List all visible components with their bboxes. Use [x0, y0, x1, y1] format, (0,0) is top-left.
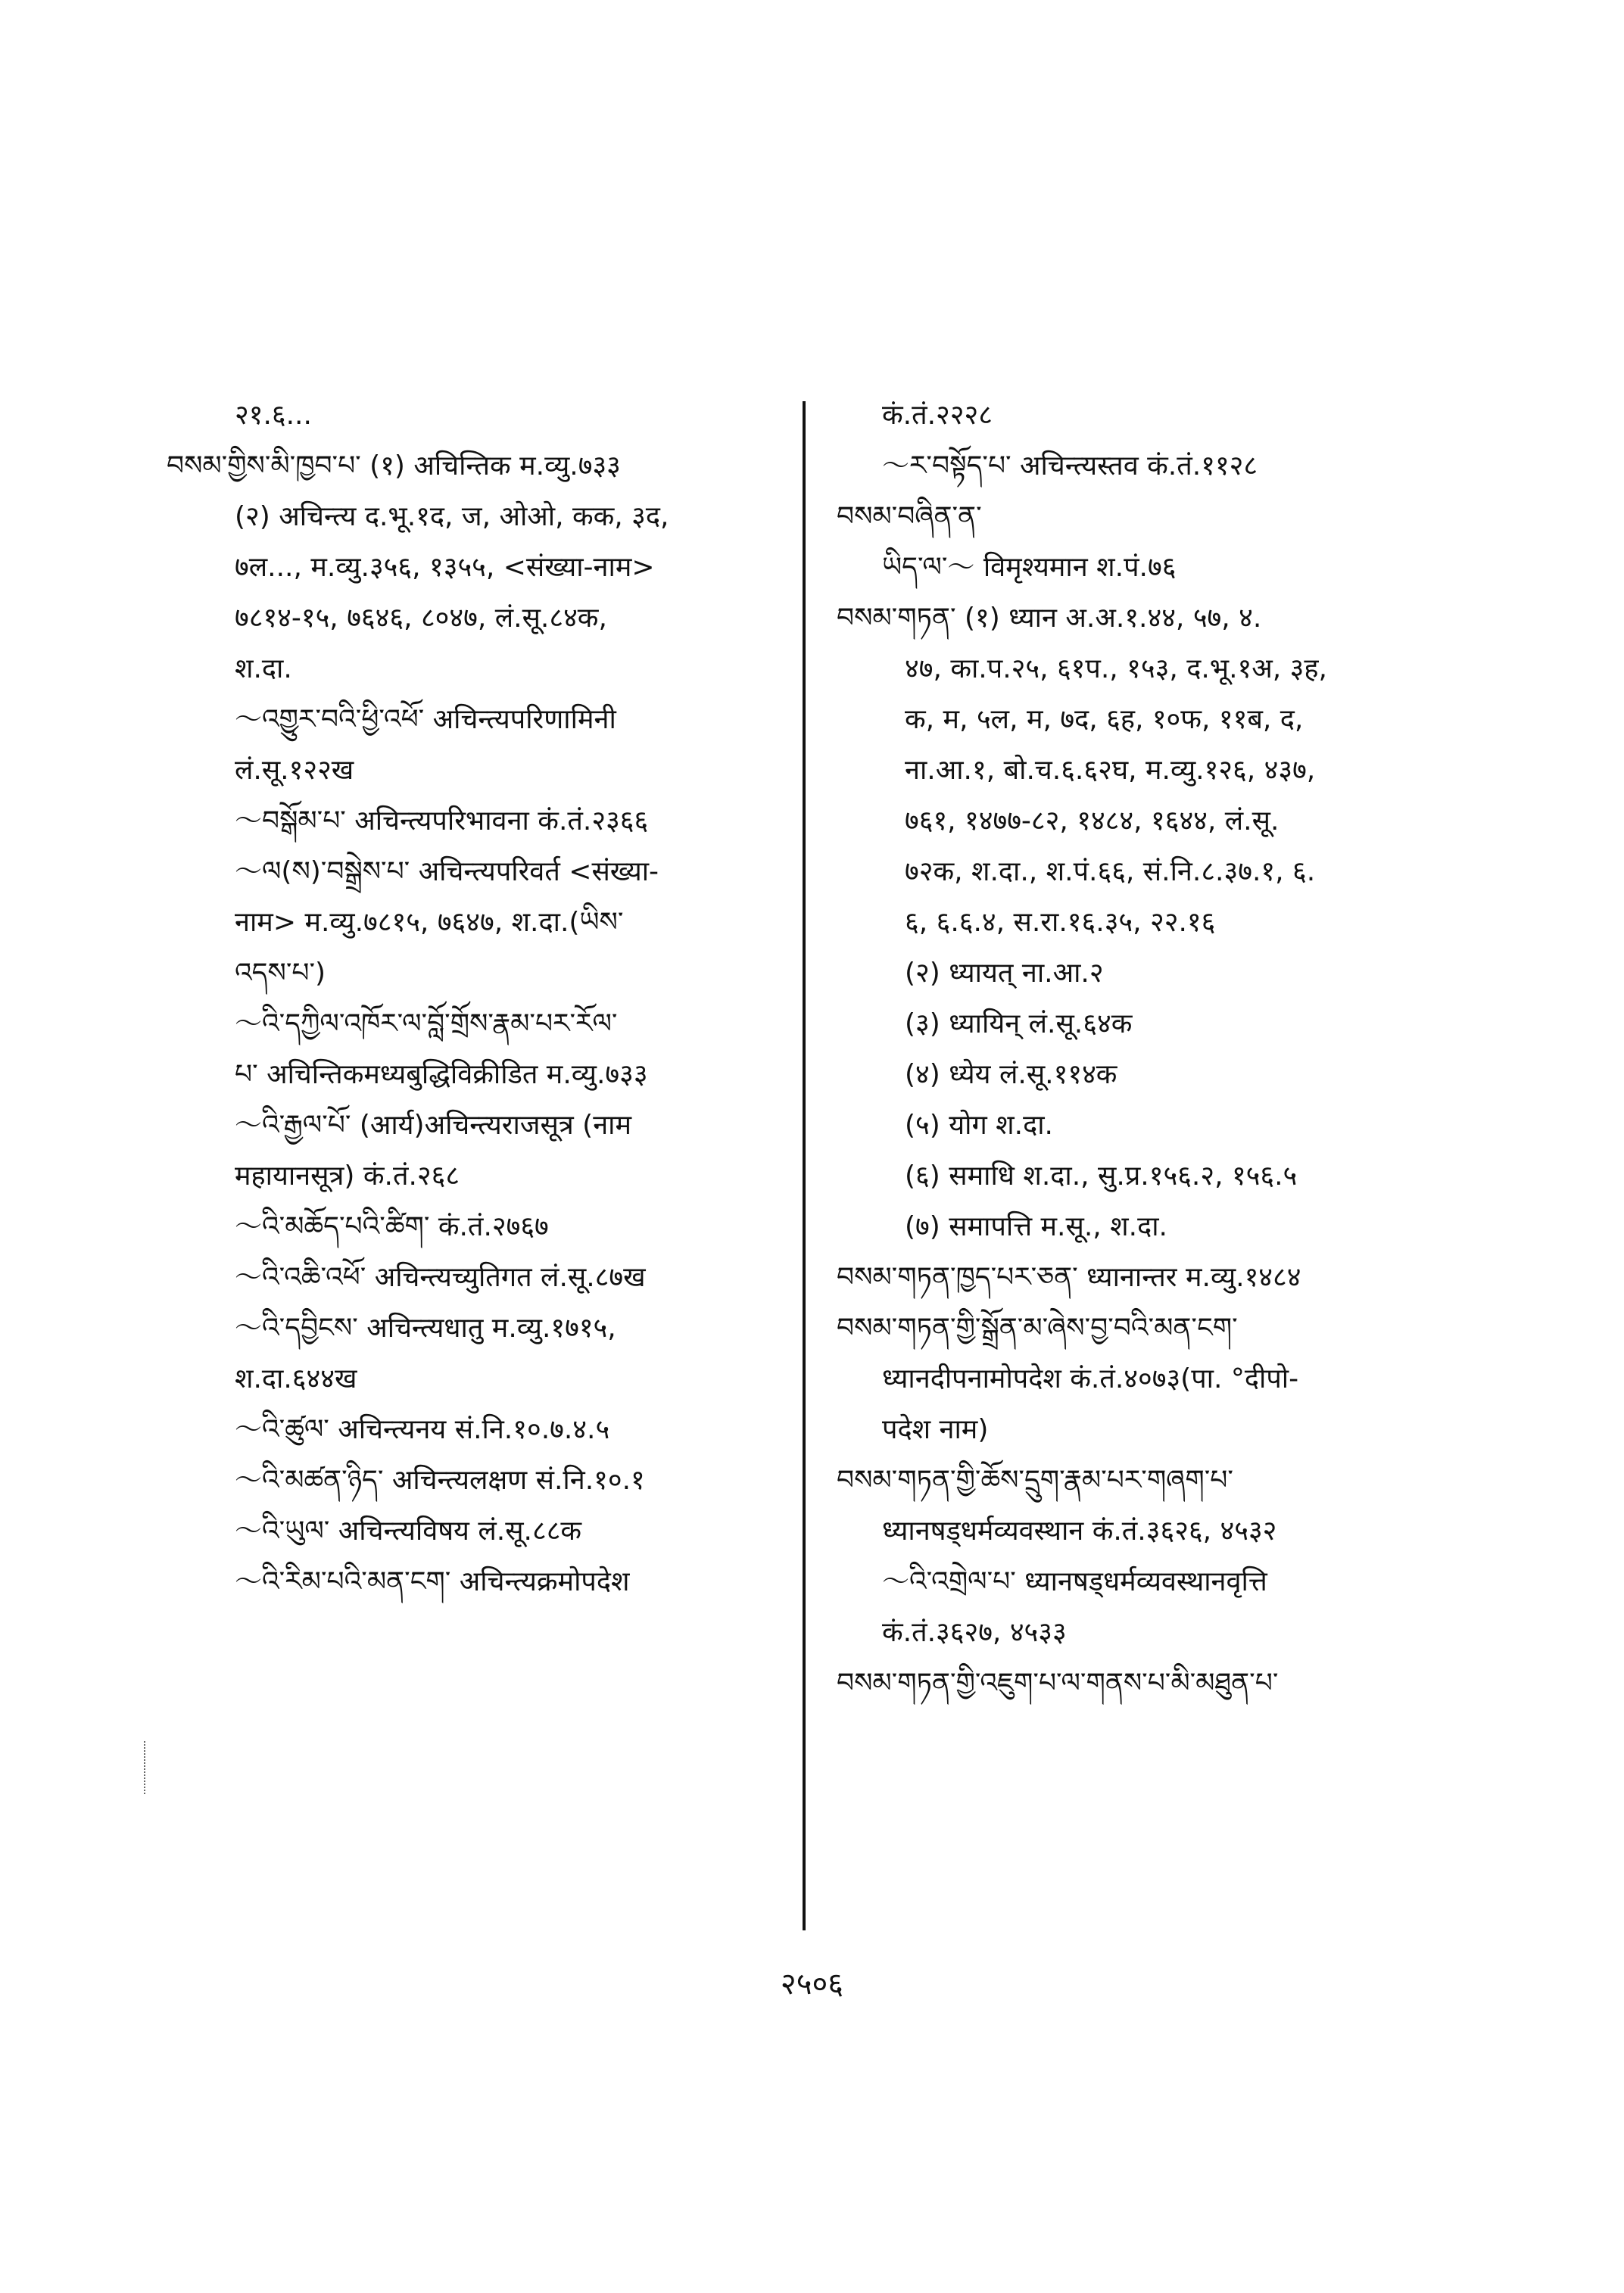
left-entry-line: ～འི་རིམ་པའི་མན་ངག་ अचिन्त्यक्रमोपदेश	[235, 1566, 630, 1597]
left-entry-line: ～འགྱུར་བའི་ཕྱི་འཕོ་ अचिन्त्यपरिणामिनी	[235, 704, 616, 735]
right-entry-line: क, म, ५ल, म, ७द, ६ह, १०फ, ११ब, द,	[905, 704, 1304, 735]
page-number: २५०६	[780, 1967, 844, 2002]
left-entry-line: नाम> म.व्यु.७८१५, ७६४७, श.दा.(ཡིས་	[235, 907, 624, 938]
left-entry-line: श.दा.	[235, 653, 292, 684]
left-entry-line: ～འི་མཚན་ཉིད་ अचिन्त्यलक्षण सं.नि.१०.१	[235, 1465, 645, 1496]
right-entry-line: (४) ध्येय लं.सू.११४क	[905, 1059, 1117, 1090]
left-entry-line: महायानसूत्र) कं.तं.२६८	[235, 1161, 460, 1192]
left-entry-line: ～བསྒོམ་པ་ अचिन्त्यपरिभावना कं.तं.२३६६	[235, 805, 649, 837]
left-entry-line: ～འི་ཚུལ་ अचिन्त्यनय सं.नि.१०.७.४.५	[235, 1414, 610, 1445]
right-entry-line: ～འི་འགྲེལ་པ་ ध्यानषड्धर्मव्यवस्थानवृत्ति	[882, 1566, 1267, 1597]
left-entry-line: ～འི་ཡུལ་ अचिन्त्यविषय लं.सू.८८क	[235, 1516, 582, 1547]
left-entry-line: ७८१४-१५, ७६४६, ८०४७, लं.सू.८४क,	[235, 603, 607, 634]
right-entry-line: ཡིད་ལ་～ विमृश्यमान श.पं.७६	[882, 552, 1177, 583]
right-entry-line: ～ར་བསྟོད་པ་ अचिन्त्यस्तव कं.तं.११२८	[882, 450, 1258, 481]
left-entry-line: ～འི་མཆོད་པའི་ཚིག་ कं.तं.२७६७	[235, 1211, 549, 1242]
left-entry-line: ～འི་རྒྱལ་པོ་ (आर्य)अचिन्त्यराजसूत्र (नाम	[235, 1110, 632, 1141]
right-entry-line: བསམ་གཏན་ (१) ध्यान अ.अ.१.४४, ५७, ४.	[837, 603, 1262, 634]
left-entry-line: श.दा.६४४ख	[235, 1363, 357, 1394]
right-entry-line: ४७, का.प.२५, ६१प., १५३, द.भू.१अ, ३ह,	[905, 653, 1327, 684]
right-entry-line: (३) ध्यायिन् लं.सू.६४क	[905, 1008, 1133, 1039]
left-entry-line: २१.६...	[235, 400, 312, 431]
left-entry-line: लं.सू.१२२ख	[235, 755, 354, 786]
right-column	[837, 397, 1503, 1716]
left-column	[167, 397, 795, 1615]
left-entry-line: (२) अचिन्त्य द.भू.१द, ज, ओओ, कक, ३द,	[235, 501, 669, 532]
right-entry-line: (२) ध्यायत् ना.आ.२	[905, 958, 1104, 989]
margin-mark	[144, 1741, 156, 1794]
right-entry-line: བསམ་གཏན་གྱི་སྒྲོན་མ་ཞེས་བྱ་བའི་མན་ངག་	[837, 1313, 1238, 1344]
left-entry-line: ～ལ(ས)་བསྒྲེས་པ་ अचिन्त्यपरिवर्त <संख्या-	[235, 856, 659, 887]
right-entry-line: བསམ་གཏན་གྱི་འཇུག་པ་ལ་གནས་པ་མི་མཐུན་པ་	[837, 1668, 1279, 1699]
right-entry-line: བསམ་བཞིན་ན་	[837, 501, 982, 532]
left-entry-line: འདས་པ་)	[235, 958, 326, 989]
right-entry-line: བསམ་གཏན་གྱི་ཆོས་དྲུག་རྣམ་པར་གཞག་པ་	[837, 1465, 1233, 1496]
left-entry-line: ～འི་འཆི་འཕོ་ अचिन्त्यच्युतिगत लं.सू.८७ख	[235, 1262, 646, 1293]
right-entry-line: བསམ་གཏན་ཁྱད་པར་ཅན་ ध्यानान्तर म.व्यु.१४८४	[837, 1262, 1301, 1293]
right-entry-line: (६) समाधि श.दा., सु.प्र.१५६.२, १५६.५	[905, 1161, 1298, 1192]
right-entry-line: ७२क, श.दा., श.पं.६६, सं.नि.८.३७.१, ६.	[905, 856, 1316, 887]
right-entry-line: ७६१, १४७७-८२, १४८४, १६४४, लं.सू.	[905, 805, 1280, 837]
left-entry-line: ७ल..., म.व्यु.३५६, १३५५, <संख्या-नाम>	[235, 552, 655, 583]
right-entry-line: ध्यानदीपनामोपदेश कं.तं.४०७३(पा. °दीपो-	[882, 1363, 1299, 1394]
right-entry-line: कं.तं.३६२७, ४५३३	[882, 1617, 1067, 1648]
column-divider	[803, 401, 806, 1930]
right-entry-line: ६, ६.६.४, स.रा.१६.३५, २२.१६	[905, 907, 1216, 938]
right-entry-line: ना.आ.१, बो.च.६.६२घ, म.व्यु.१२६, ४३७,	[905, 755, 1316, 786]
left-entry-line: པ་ अचिन्तिकमध्यबुद्धिविक्रीडित म.व्यु.७३३	[235, 1059, 648, 1090]
right-entry-line: ध्यानषड्धर्मव्यवस्थान कं.तं.३६२६, ४५३२	[882, 1516, 1277, 1547]
right-entry-line: (५) योग श.दा.	[905, 1110, 1053, 1141]
right-entry-line: कं.तं.२२२८	[882, 400, 993, 431]
left-entry-line: བསམ་གྱིས་མི་ཁྱབ་པ་ (१) अचिन्तिक म.व्यु.७३३	[167, 450, 621, 481]
right-entry-line: पदेश नाम)	[882, 1414, 989, 1445]
right-entry-line: (७) समापत्ति म.सू., श.दा.	[905, 1211, 1167, 1242]
left-entry-line: ～འི་དབྱིངས་ अचिन्त्यधातु म.व्यु.१७१५,	[235, 1313, 616, 1344]
left-entry-line: ～འི་དཀྱིལ་འཁོར་ལ་བློ་གྲོས་རྣམ་པར་རོལ་	[235, 1008, 618, 1039]
